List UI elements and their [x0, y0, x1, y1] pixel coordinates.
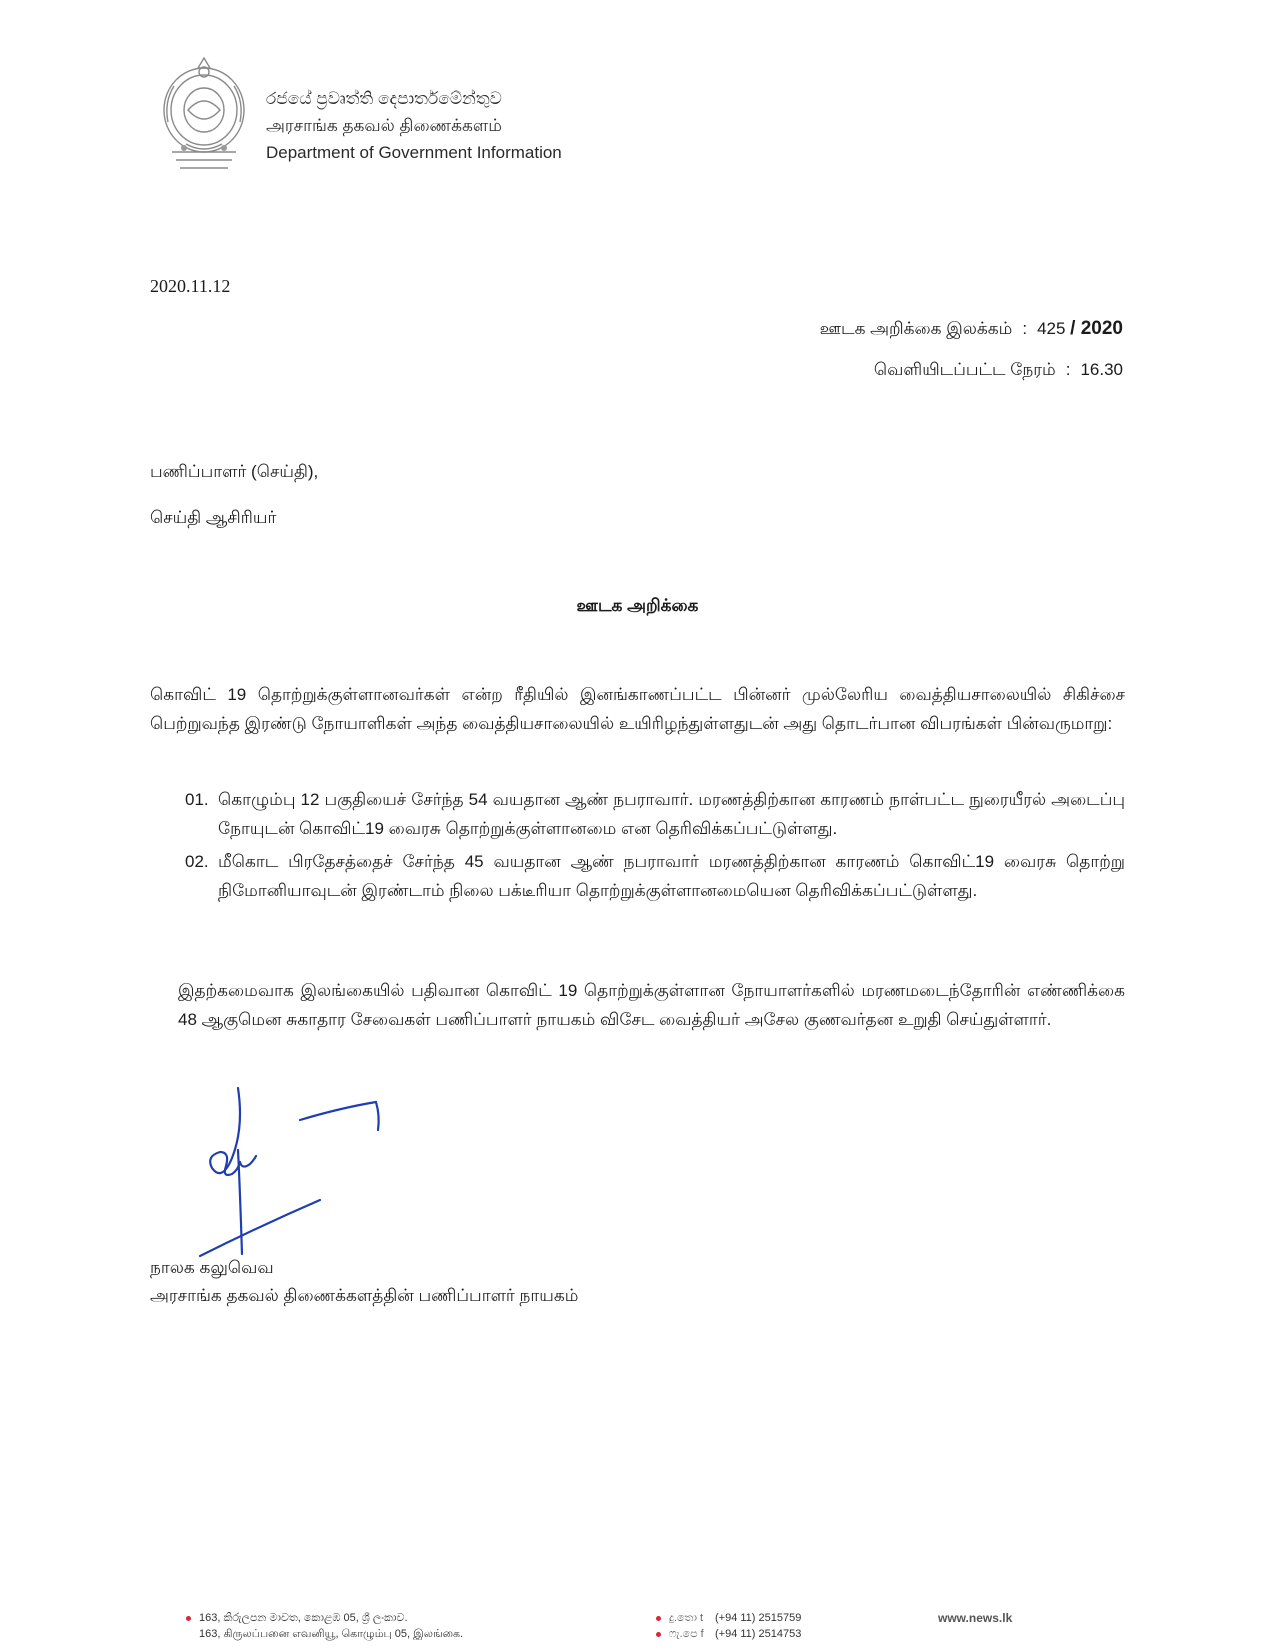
release-number: 425: [1037, 319, 1066, 338]
details-list: [185, 785, 1125, 909]
separator: :: [1065, 360, 1071, 379]
handwritten-signature: [190, 1080, 430, 1260]
release-time-row: [820, 360, 1123, 402]
release-number-row: [820, 318, 1123, 360]
footer-address-tamil: 163, கிருலப்பனை எவனியூ, கொழும்பு 05, இலங்கை.: [199, 1628, 464, 1640]
document-heading: ஊடக அறிக்கை: [576, 596, 699, 615]
sri-lanka-emblem-icon: [158, 52, 250, 176]
conclusion-paragraph: இதற்கமைவாக இலங்கையில் பதிவான கொவிட் 19 தொற்றுக்குள்ளான நோயாளர்களில் மரணமடைந்தோரின் எண்ணிக்கை 48 ஆகுமென சுகாதார சேவைகள் பணிப்பாளர் நாயகம் விசேட வைத்தியர் அசேல குணவர்தன உறுதி செய்துள்ளார்.: [178, 981, 1125, 1029]
addressee-line-2: செய்தி ஆசிரியர்: [150, 508, 277, 527]
signatory-name: நாலக கலுவெவ: [150, 1258, 274, 1277]
release-time-label: வெளியிடப்பட்ட நேரம்: [873, 360, 1056, 379]
release-time: 16.30: [1080, 360, 1123, 379]
list-item-number: 01.: [185, 790, 209, 809]
signatory-title: அரசாங்க தகவல் திணைக்களத்தின் பணிப்பாளர் நாயகம்: [150, 1286, 579, 1305]
tel-label: දු.තො t: [669, 1612, 704, 1624]
list-item-text: மீகொட பிரதேசத்தைச் சேர்ந்த 45 வயதான ஆண் நபராவார் மரணத்திற்கான காரணம் கொவிட்19 வைரசு தொற்று நிமோனியாவுடன் இரண்டாம் நிலை பக்டீரியா தொற்றுக்குள்ளானமையென தெரிவிக்கப்பட்டுள்ளது.: [218, 852, 1125, 900]
bullet-icon: [656, 1616, 661, 1621]
release-meta: [820, 318, 1123, 402]
letterhead-footer: [0, 1610, 1275, 1650]
tel-number: (+94 11) 2515759: [715, 1612, 802, 1624]
release-date: 2020.11.12: [150, 276, 231, 296]
release-number-label: ஊடக அறிக்கை இலக்கம்: [819, 319, 1013, 338]
intro-paragraph: கொவிட் 19 தொற்றுக்குள்ளானவர்கள் என்ற ரீதியில் இனங்காணப்பட்ட பின்னர் முல்லேரிய வைத்தியசாலையில் சிகிச்சை பெற்றுவந்த இரண்டு நோயாளிகள் அந்த வைத்தியசாலையில் உயிரிழந்துள்ளதுடன் அது தொடர்பான விபரங்கள் பின்வருமாறு:: [150, 685, 1125, 733]
footer-address: [186, 1610, 463, 1642]
release-year: / 2020: [1070, 318, 1123, 339]
org-name-sinhala: රජයේ ප්‍රවෘත්ති දෙපාර්තමේන්තුව: [266, 89, 502, 108]
list-item-text: கொழும்பு 12 பகுதியைச் சேர்ந்த 54 வயதான ஆண் நபராவார். மரணத்திற்கான காரணம் நாள்பட்ட நுரையீரல் அடைப்பு நோயுடன் கொவிட்19 வைரசு தொற்றுக்குள்ளானமை என தெரிவிக்கப்பட்டுள்ளது.: [218, 790, 1125, 838]
bullet-icon: [186, 1616, 191, 1621]
fax-number: (+94 11) 2514753: [715, 1628, 802, 1640]
list-item-number: 02.: [185, 852, 209, 871]
addressee-block: [150, 462, 318, 554]
bullet-icon: [656, 1632, 661, 1637]
org-name-tamil: அரசாங்க தகவல் திணைக்களம்: [266, 116, 502, 135]
list-item: [185, 847, 1125, 905]
footer-contacts: [656, 1610, 801, 1642]
list-item: [185, 785, 1125, 843]
website-link[interactable]: www.news.lk: [938, 1611, 1013, 1625]
fax-label: ෆැ.පෙ f: [669, 1628, 704, 1640]
separator: :: [1022, 319, 1028, 338]
footer-address-sinhala: 163, කිරුලපන මාවත, කොළඹ 05, ශ්‍රී ලංකාව.: [199, 1612, 408, 1624]
org-name-english: Department of Government Information: [266, 143, 562, 162]
organization-names: [266, 90, 562, 171]
addressee-line-1: பணிப்பாளர் (செய்தி),: [150, 462, 319, 481]
